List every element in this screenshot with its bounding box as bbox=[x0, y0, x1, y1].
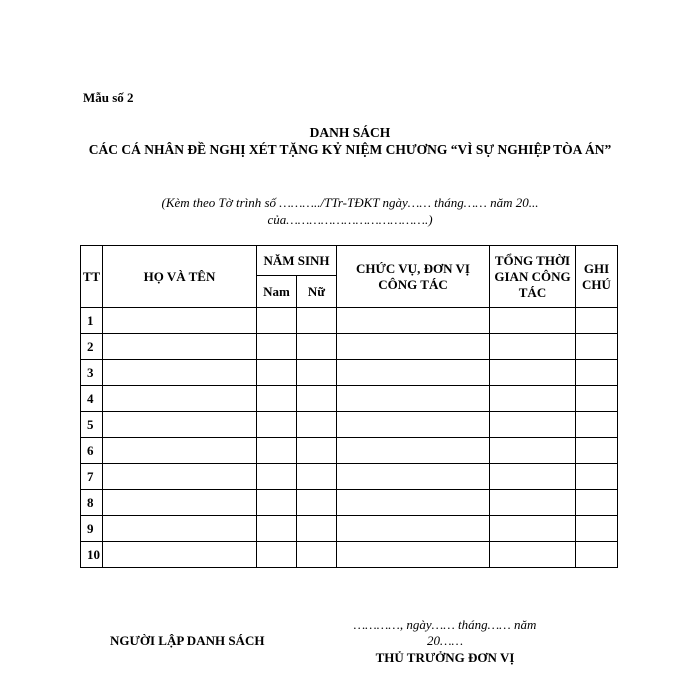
note-line-2: của……………………………….) bbox=[267, 212, 433, 227]
position-cell bbox=[337, 334, 490, 360]
service-time-cell bbox=[490, 490, 576, 516]
header-position: CHỨC VỤ, ĐƠN VỊ CÔNG TÁC bbox=[337, 246, 490, 308]
male-cell bbox=[257, 386, 297, 412]
position-cell bbox=[337, 542, 490, 568]
male-cell bbox=[257, 516, 297, 542]
service-time-cell bbox=[490, 542, 576, 568]
table-row bbox=[81, 334, 618, 360]
header-service-time: TỔNG THỜI GIAN CÔNG TÁC bbox=[490, 246, 576, 308]
header-female: Nữ bbox=[297, 276, 337, 308]
notes-cell bbox=[576, 464, 618, 490]
row-number: 9 bbox=[81, 516, 103, 542]
service-time-cell bbox=[490, 516, 576, 542]
head-signature-block bbox=[330, 617, 560, 666]
name-cell bbox=[103, 308, 257, 334]
table-row bbox=[81, 308, 618, 334]
service-time-cell bbox=[490, 308, 576, 334]
name-cell bbox=[103, 490, 257, 516]
female-cell bbox=[297, 412, 337, 438]
male-cell bbox=[257, 490, 297, 516]
notes-cell bbox=[576, 334, 618, 360]
position-cell bbox=[337, 490, 490, 516]
name-cell bbox=[103, 386, 257, 412]
name-cell bbox=[103, 542, 257, 568]
position-cell bbox=[337, 516, 490, 542]
male-cell bbox=[257, 360, 297, 386]
document-title bbox=[60, 124, 640, 158]
row-number: 3 bbox=[81, 360, 103, 386]
title-heading: DANH SÁCH bbox=[309, 125, 391, 140]
nominee-table bbox=[80, 245, 618, 568]
row-number: 1 bbox=[81, 308, 103, 334]
note-line-1: (Kèm theo Tờ trình số ………../TTr-TĐKT ngày…… tháng…… năm 20... bbox=[161, 195, 539, 210]
date-line-1: …………, ngày…… tháng…… năm bbox=[353, 617, 537, 632]
position-cell bbox=[337, 386, 490, 412]
female-cell bbox=[297, 438, 337, 464]
female-cell bbox=[297, 464, 337, 490]
table-row bbox=[81, 438, 618, 464]
notes-cell bbox=[576, 516, 618, 542]
preparer-signature: NGƯỜI LẬP DANH SÁCH bbox=[110, 633, 265, 648]
row-number: 4 bbox=[81, 386, 103, 412]
position-cell bbox=[337, 412, 490, 438]
notes-cell bbox=[576, 360, 618, 386]
service-time-cell bbox=[490, 412, 576, 438]
row-number: 6 bbox=[81, 438, 103, 464]
name-cell bbox=[103, 412, 257, 438]
row-number: 5 bbox=[81, 412, 103, 438]
notes-cell bbox=[576, 308, 618, 334]
male-cell bbox=[257, 412, 297, 438]
female-cell bbox=[297, 334, 337, 360]
service-time-cell bbox=[490, 360, 576, 386]
name-cell bbox=[103, 334, 257, 360]
table-row bbox=[81, 412, 618, 438]
date-line-2: 20…… bbox=[426, 633, 464, 648]
head-signature: THỦ TRƯỞNG ĐƠN VỊ bbox=[375, 650, 515, 665]
female-cell bbox=[297, 308, 337, 334]
position-cell bbox=[337, 438, 490, 464]
table-row bbox=[81, 386, 618, 412]
table-body bbox=[81, 308, 618, 568]
male-cell bbox=[257, 438, 297, 464]
row-number: 2 bbox=[81, 334, 103, 360]
notes-cell bbox=[576, 490, 618, 516]
table-row bbox=[81, 516, 618, 542]
male-cell bbox=[257, 334, 297, 360]
notes-cell bbox=[576, 542, 618, 568]
position-cell bbox=[337, 360, 490, 386]
header-birth-year: NĂM SINH bbox=[257, 246, 337, 276]
service-time-cell bbox=[490, 386, 576, 412]
header-male: Nam bbox=[257, 276, 297, 308]
male-cell bbox=[257, 542, 297, 568]
table-row bbox=[81, 360, 618, 386]
service-time-cell bbox=[490, 334, 576, 360]
name-cell bbox=[103, 464, 257, 490]
name-cell bbox=[103, 360, 257, 386]
form-code: Mẫu số 2 bbox=[83, 90, 134, 105]
header-tt: TT bbox=[81, 246, 103, 308]
name-cell bbox=[103, 438, 257, 464]
female-cell bbox=[297, 542, 337, 568]
male-cell bbox=[257, 464, 297, 490]
row-number: 7 bbox=[81, 464, 103, 490]
female-cell bbox=[297, 386, 337, 412]
service-time-cell bbox=[490, 438, 576, 464]
title-subheading: CÁC CÁ NHÂN ĐỀ NGHỊ XÉT TẶNG KỶ NIỆM CHƯƠNG “VÌ SỰ NGHIỆP TÒA ÁN” bbox=[88, 142, 612, 157]
header-notes: GHI CHÚ bbox=[576, 246, 618, 308]
attachment-note bbox=[60, 194, 640, 228]
row-number: 10 bbox=[81, 542, 103, 568]
table-row bbox=[81, 490, 618, 516]
male-cell bbox=[257, 308, 297, 334]
notes-cell bbox=[576, 386, 618, 412]
female-cell bbox=[297, 516, 337, 542]
row-number: 8 bbox=[81, 490, 103, 516]
table-row bbox=[81, 464, 618, 490]
position-cell bbox=[337, 464, 490, 490]
table-row bbox=[81, 542, 618, 568]
service-time-cell bbox=[490, 464, 576, 490]
notes-cell bbox=[576, 412, 618, 438]
notes-cell bbox=[576, 438, 618, 464]
female-cell bbox=[297, 360, 337, 386]
name-cell bbox=[103, 516, 257, 542]
position-cell bbox=[337, 308, 490, 334]
female-cell bbox=[297, 490, 337, 516]
header-name: HỌ VÀ TÊN bbox=[103, 246, 257, 308]
